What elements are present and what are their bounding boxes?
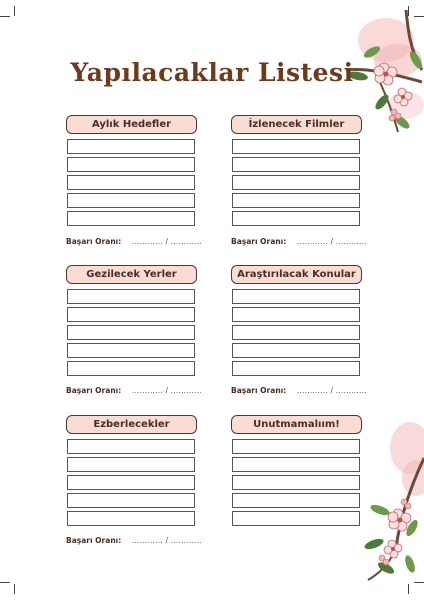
section-header: Unutmamalıım! [231,415,362,434]
writing-line[interactable] [232,493,360,508]
writing-line[interactable] [67,211,195,226]
success-rate-label: Başarı Oranı: [66,386,122,395]
writing-line[interactable] [232,289,360,304]
section-header: Aylık Hedefler [66,115,197,134]
success-rate [66,386,202,395]
success-rate-blank[interactable]: ............ / ............ [296,386,367,395]
crop-mark [14,6,15,16]
writing-line[interactable] [232,325,360,340]
writing-line[interactable] [232,457,360,472]
writing-line[interactable] [67,493,195,508]
success-rate-label: Başarı Oranı: [66,536,122,545]
writing-line[interactable] [232,211,360,226]
section-gezilecek-yerler [66,265,197,379]
writing-line[interactable] [232,439,360,454]
writing-line[interactable] [232,157,360,172]
line-list [67,139,197,226]
success-rate [66,237,202,246]
writing-line[interactable] [67,439,195,454]
line-list [67,439,197,526]
writing-line[interactable] [67,175,195,190]
cherry-blossom-bottom-icon [360,418,424,588]
crop-mark [14,584,15,594]
section-header: İzlenecek Filmler [231,115,362,134]
crop-mark [0,582,10,583]
writing-line[interactable] [67,325,195,340]
success-rate-label: Başarı Oranı: [231,386,287,395]
crop-mark [0,16,10,17]
success-rate-label: Başarı Oranı: [231,237,287,246]
writing-line[interactable] [232,175,360,190]
section-header: Gezilecek Yerler [66,265,197,284]
success-rate [231,386,367,395]
line-list [232,289,362,376]
success-rate-blank[interactable]: ............ / ............ [131,536,202,545]
writing-line[interactable] [67,361,195,376]
section-header: Ezberlecekler [66,415,197,434]
writing-line[interactable] [232,343,360,358]
section-arastirilacak-konular [231,265,362,379]
writing-line[interactable] [232,511,360,526]
success-rate-label: Başarı Oranı: [66,237,122,246]
success-rate-blank[interactable]: ............ / ............ [131,237,202,246]
writing-line[interactable] [232,139,360,154]
writing-line[interactable] [232,475,360,490]
writing-line[interactable] [67,457,195,472]
section-unutmamalim [231,415,362,529]
line-list [232,439,362,526]
writing-line[interactable] [67,343,195,358]
success-rate [66,536,202,545]
success-rate-blank[interactable]: ............ / ............ [131,386,202,395]
section-aylik-hedefler [66,115,197,229]
line-list [67,289,197,376]
writing-line[interactable] [67,511,195,526]
writing-line[interactable] [67,157,195,172]
line-list [232,139,362,226]
writing-line[interactable] [232,307,360,322]
writing-line[interactable] [67,139,195,154]
writing-line[interactable] [67,475,195,490]
writing-line[interactable] [67,289,195,304]
writing-line[interactable] [67,193,195,208]
writing-line[interactable] [67,307,195,322]
page-title: Yapılacaklar Listesi [70,58,354,87]
section-ezberlecekler [66,415,197,529]
success-rate [231,237,367,246]
success-rate-blank[interactable]: ............ / ............ [296,237,367,246]
section-header: Araştırılacak Konular [231,265,362,284]
section-izlenecek-filmler [231,115,362,229]
writing-line[interactable] [232,361,360,376]
writing-line[interactable] [232,193,360,208]
